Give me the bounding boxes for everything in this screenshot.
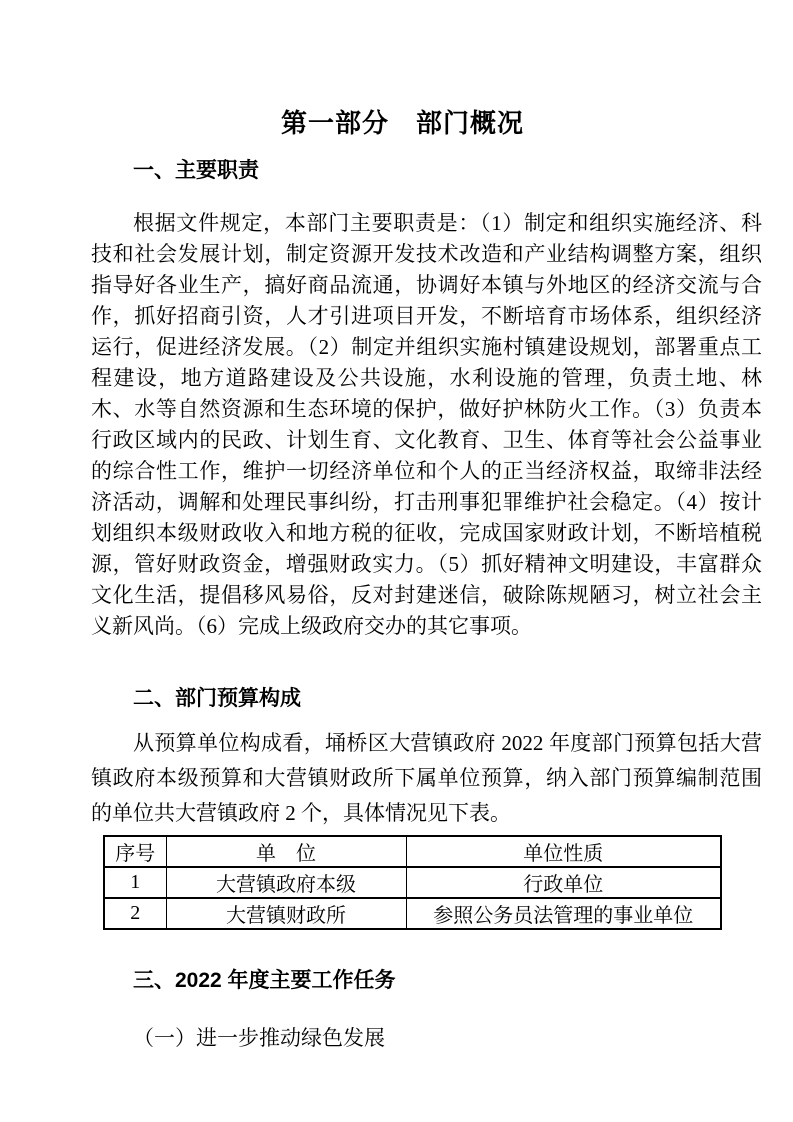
cell-index: 1	[104, 867, 166, 898]
table-row	[104, 867, 721, 898]
col-header-unit: 单 位	[166, 836, 406, 867]
table-row	[104, 898, 721, 929]
section-3-subheading: （一）进一步推动绿色发展	[133, 1026, 385, 1050]
section-3-heading: 三、2022 年度主要工作任务	[133, 969, 396, 992]
section-1-heading: 一、主要职责	[133, 159, 259, 182]
budget-units-table	[103, 835, 722, 930]
section-1-paragraph: 根据文件规定，本部门主要职责是：（1）制定和组织实施经济、科技和社会发展计划，制定资源开发技术改造和产业结构调整方案，组织指导好各业生产，搞好商品流通，协调好本镇与外地区的经济交流与合作，抓好招商引资，人才引进项目开发，不断培育市场体系，组织经济运行，促进经济发展。（2）制定并组织实施村镇建设规划，部署重点工程建设，地方道路建设及公共设施，水利设施的管理，负责土地、林木、水等自然资源和生态环境的保护，做好护林防火工作。（3）负责本行政区域内的民政、计划生育、文化教育、卫生、体育等社会公益事业的综合性工作，维护一切经济单位和个人的正当经济权益，取缔非法经济活动，调解和处理民事纠纷，打击刑事犯罪维护社会稳定。（4）按计划组织本级财政收入和地方税的征收，完成国家财政计划，不断培植税源，管好财政资金，增强财政实力。（5）抓好精神文明建设，丰富群众文化生活，提倡移风易俗，反对封建迷信，破除陈规陋习，树立社会主义新风尚。（6）完成上级政府交办的其它事项。	[91, 211, 762, 638]
cell-unit-type: 参照公务员法管理的事业单位	[406, 898, 721, 929]
cell-unit: 大营镇政府本级	[166, 867, 406, 898]
table-header-row	[104, 836, 721, 867]
col-header-index: 序号	[104, 836, 166, 867]
section-2-heading: 二、部门预算构成	[133, 687, 301, 710]
section-2-paragraph: 从预算单位构成看，埇桥区大营镇政府 2022 年度部门预算包括大营镇政府本级预算和大营镇财政所下属单位预算，纳入部门预算编制范围的单位共大营镇政府 2 个，具体情况见下表。	[91, 731, 762, 825]
col-header-unit-type: 单位性质	[406, 836, 721, 867]
cell-index: 2	[104, 898, 166, 929]
cell-unit: 大营镇财政所	[166, 898, 406, 929]
cell-unit-type: 行政单位	[406, 867, 721, 898]
document-title: 第一部分 部门概况	[280, 108, 524, 138]
